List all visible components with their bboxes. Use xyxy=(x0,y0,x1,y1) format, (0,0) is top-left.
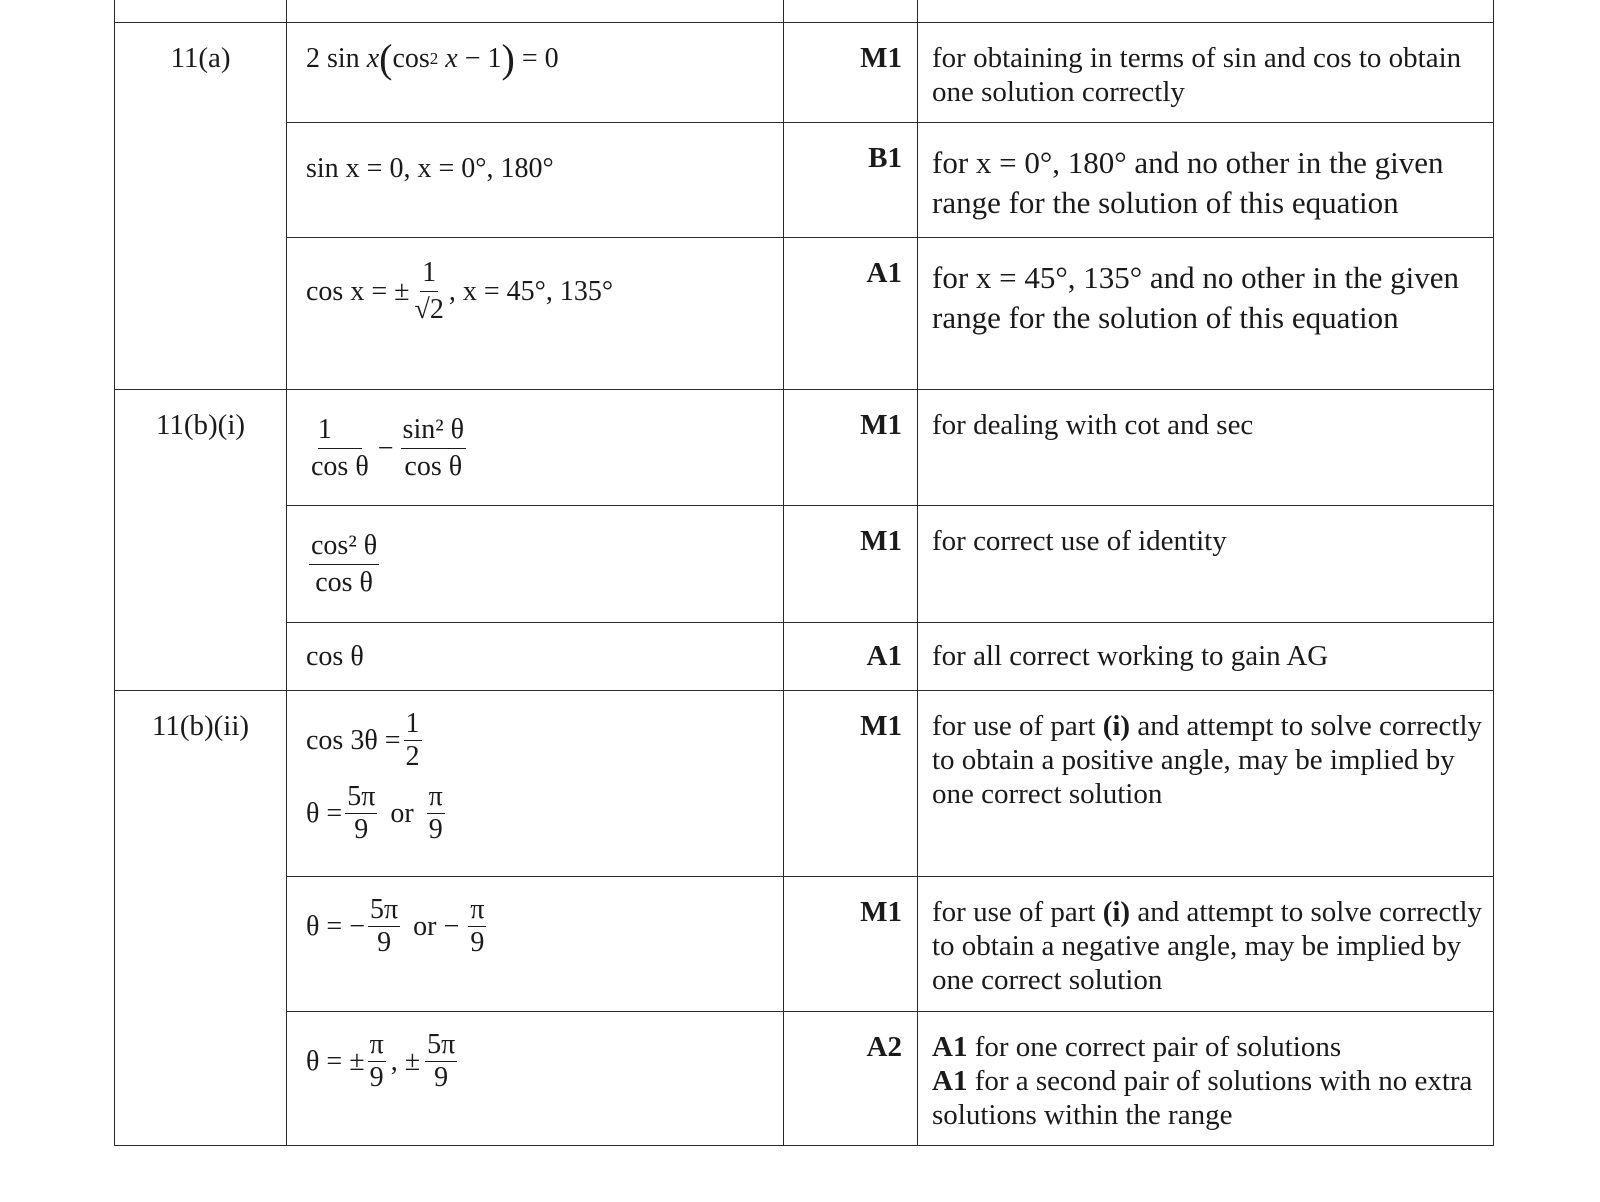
guidance-text: for all correct working to gain AG xyxy=(918,623,1494,691)
fraction: $\frac{1}{2}$ xyxy=(405,708,420,772)
answer-expression: θ = $\frac{5\pi}{9}$ or $\frac{\pi}{9}$ xyxy=(306,781,443,845)
fraction: $\frac{\pi}{9}$ xyxy=(369,1029,384,1093)
answer-expression: cos 3θ = $\frac{1}{2}$ xyxy=(306,708,420,772)
fraction: $\frac{5\pi}{9}$ xyxy=(370,894,399,958)
question-number: 11(b)(ii) xyxy=(115,691,287,1146)
table-row xyxy=(115,506,1494,623)
answer-cell xyxy=(287,1012,784,1146)
mark-code: M1 xyxy=(784,23,918,123)
answer-expression xyxy=(306,531,382,598)
mark-code: A2 xyxy=(784,1012,918,1146)
fraction: $\frac{\pi}{9}$ xyxy=(470,894,485,958)
answer-expression: θ = − $\frac{5\pi}{9}$ or − $\frac{\pi}{9}$ xyxy=(306,894,485,958)
table-row xyxy=(115,877,1494,1012)
answer-expression: sin x = 0, x = 0°, 180° xyxy=(306,153,554,184)
answer-cell xyxy=(287,623,784,691)
guidance-text: for obtaining in terms of sin and cos to obtain one solution correctly xyxy=(918,23,1494,123)
answer-expression: $\frac{1}{\text{cos θ}}$ − $\frac{\text{sin² θ}}{\text{cos θ}}$ xyxy=(311,414,465,482)
answer-cell xyxy=(287,390,784,506)
guidance-text: A1 for one correct pair of solutions A1 for a second pair of solutions with no extra solutions within the range xyxy=(918,1012,1494,1146)
fraction: $\frac{1}{√2}$ xyxy=(414,257,444,325)
guidance-text: for dealing with cot and sec xyxy=(918,390,1494,506)
question-number: 11(a) xyxy=(115,23,287,390)
answer-cell xyxy=(287,23,784,123)
clipped-row xyxy=(115,0,1494,23)
answer-expression: θ = ± $\frac{\pi}{9}$ , ± $\frac{5\pi}{9}$ xyxy=(306,1029,456,1093)
guidance-text: for x = 0°, 180° and no other in the given range for the solution of this equation xyxy=(918,123,1494,238)
mark-code: M1 xyxy=(784,691,918,877)
question-number: 11(b)(i) xyxy=(115,390,287,691)
fraction: $\frac{5\pi}{9}$ xyxy=(347,781,376,845)
fraction: $\frac{\pi}{9}$ xyxy=(428,781,443,845)
mark-code: M1 xyxy=(784,506,918,623)
answer-cell xyxy=(287,123,784,238)
mark-code: M1 xyxy=(784,390,918,506)
table-row xyxy=(115,238,1494,390)
mark-code: B1 xyxy=(784,123,918,238)
answer-expression: cos θ xyxy=(306,641,364,672)
answer-cell xyxy=(287,877,784,1012)
answer-cell xyxy=(287,691,784,877)
guidance-text: for x = 45°, 135° and no other in the given range for the solution of this equation xyxy=(918,238,1494,390)
mark-code: A1 xyxy=(784,238,918,390)
guidance-text: for correct use of identity xyxy=(918,506,1494,623)
table-row xyxy=(115,123,1494,238)
answer-cell xyxy=(287,238,784,390)
guidance-text: for use of part (i) and attempt to solve correctly to obtain a negative angle, may be implied by one correct solution xyxy=(918,877,1494,1012)
table-row xyxy=(115,390,1494,506)
table-row xyxy=(115,623,1494,691)
mark-code: A1 xyxy=(784,623,918,691)
mark-scheme-table xyxy=(114,0,1494,1146)
fraction: $\frac{\text{cos² θ}}{\text{cos θ}}$ xyxy=(311,530,378,598)
fraction: $\frac{5\pi}{9}$ xyxy=(427,1029,456,1093)
fraction: $\frac{1}{\text{cos θ}}$ xyxy=(311,414,369,482)
answer-expression: 2 sin x ( cos 2 x − 1 ) = 0 xyxy=(306,36,559,81)
table-row xyxy=(115,23,1494,123)
answer-cell xyxy=(287,506,784,623)
guidance-text: for use of part (i) and attempt to solve correctly to obtain a positive angle, may be implied by one correct solution xyxy=(918,691,1494,877)
table-row xyxy=(115,691,1494,877)
table-row xyxy=(115,1012,1494,1146)
fraction: $\frac{\text{sin² θ}}{\text{cos θ}}$ xyxy=(402,414,465,482)
answer-expression: cos x = ± $\frac{1}{√2}$ , x = 45°, 135° xyxy=(306,257,614,325)
mark-code: M1 xyxy=(784,877,918,1012)
